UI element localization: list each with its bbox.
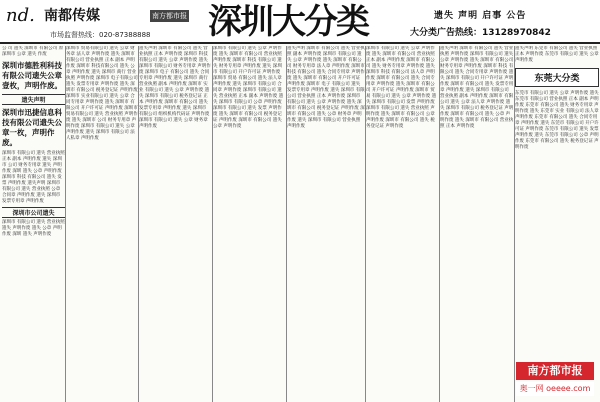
column-6: [366, 46, 440, 402]
brand-tag: 南方都市报: [152, 12, 187, 20]
column-4-body: 深圳市 有限公司 遗失 公章 声明作废 遗失 深圳市 有限公司 营业执照 声明作废 深圳市 科技 有限公司 遗失 财务专用章 声明作废 遗失 深圳市 有限公司 开户许可证 声明作废 深圳市 贸易 有限公司 遗失 法人章 声明作废 遗失 深圳市 有限公司 合同章 声明作废 深圳市 有限公司 遗失 营业执照 正本 副本 声明作废 遗失 深圳市 有限公司 公章 声明作废 深圳市 有限公司 遗失 发票 声明作废 遗失 深圳市 有限公司 税务登记证 声明作废 深圳市 有限公司 遗失 公章 声明作废: [213, 46, 284, 129]
column-1-featured-ad: 深圳市德胜利科技有限公司遗失公章壹枚，声明作废。: [2, 61, 62, 90]
column-5-body: 遗失声明 深圳市 有限公司 遗失 营业执照 副本 声明作废 深圳市 有限公司 遗失 公章 声明作废 遗失 深圳市 有限公司 财务专用章 法人章 声明作废 深圳市 科技 有限公司 遗失 合同专用章 声明作废 遗失 深圳市 有限公司 开户许可证 声明作废 深圳市 电子 有限公司 遗失 发票专用章 声明作废 遗失 深圳市 有限公司 营业执照 正本 声明作废 深圳市 有限公司 遗失 公章 声明作废 遗失 深圳市 有限公司 税务登记证 声明作废 深圳市 有限公司 遗失 公章 财务章 声明作废 遗失 深圳市 有限公司 营业执照 声明作废: [287, 46, 365, 129]
column-7-body: 遗失声明 深圳市 有限公司 遗失 营业执照 声明作废 深圳市 有限公司 遗失 公章 声明作废 遗失 深圳市 有限公司 财务专用章 声明作废 深圳市 科技 有限公司 遗失 合同专用章 声明作废 遗失 深圳市 有限公司 开户许可证 声明作废 深圳市 有限公司 遗失 发票专用章 声明作废 遗失 深圳市 有限公司 营业执照 副本 声明作废 深圳市 有限公司 遗失 公章 法人章 声明作废 遗失 深圳市 有限公司 税务登记证 声明作废 深圳市 有限公司 遗失 公章 声明作废 遗失 深圳市 有限公司 营业执照 正本 声明作废: [440, 46, 514, 129]
column-6-body: 深圳市 有限公司 遗失 公章 声明作废 遗失 深圳市 有限公司 营业执照 正本 副本 声明作废 深圳市 有限公司 遗失 财务专用章 声明作废 遗失 深圳市 科技 有限公司 法人章 声明作废 深圳市 有限公司 遗失 合同专用章 声明作废 遗失 深圳市 有限公司 开户许可证 声明作废 深圳市 贸易 有限公司 遗失 公章 声明作废 遗失 深圳市 有限公司 发票 声明作废 深圳市 有限公司 遗失 营业执照 声明作废 遗失 深圳市 有限公司 公章 声明作废 深圳市 有限公司 遗失 税务登记证 声明作废: [366, 46, 437, 129]
column-1-subhead: 遗失声明: [2, 94, 65, 105]
dongguan-section-banner: 东莞大分类: [515, 68, 599, 87]
notice-title: 遗失 声明 启事 公告: [434, 11, 527, 21]
column-4: [213, 46, 287, 402]
svg-text:nd.: nd.: [6, 5, 35, 25]
nd-logo: [6, 5, 150, 25]
column-5: [287, 46, 366, 402]
column-1-body: 深圳市 有限公司 遗失 营业执照 正本 副本 声明作废 遗失 深圳市 公司 财务专用章 遗失 声明作废 深圳 遗失 公章 声明作废 深圳市 科技 有限公司 遗失 发票 声明作废 遗失声明 深圳市 有限公司 遗失 营业执照 公章 合同章 声明作废 遗失 深圳市 发票专用章 声明作废: [2, 151, 65, 204]
notice-phone: 大分类广告热线：13128970842: [410, 28, 551, 38]
column-1-featured-ad-2: 深圳市迅捷信息科技有限公司遗失公章一枚，声明作废。: [2, 108, 62, 147]
column-1-top-text: 公 司 遗失 深圳市 有限公司 原 深圳市 公章 遗失 作废: [2, 46, 64, 57]
column-2-body: 深圳市 贸易有限公司 遗失 公章 财务章 法人章 声明作废 遗失 深圳市 有限公司 营业执照 正本 副本 声明作废 深圳市 科技有限公司 遗失 公章 声明作废 遗失 深圳市 商行 营业执照 声明作废 深圳市 电子有限公司 遗失 发票专用章 声明作废 遗失 深圳市 有限公司 税务登记证 声明作废 深圳市 实业有限公司 遗失 公章 合同专用章 声明作废 遗失 深圳市 有限公司 开户许可证 声明作废 深圳市 贸易有限公司 遗失 营业执照 声明作废 遗失 深圳市 公司 财务专用章 声明作废 深圳市 有限公司 遗失 公章 声明作废 遗失 深圳市 有限公司 法人私章 声明作废: [66, 46, 138, 141]
column-1-subhead-2: 深圳市公司遗失: [2, 207, 65, 218]
page-title: 深圳大分类: [208, 2, 368, 42]
brand-logo-text: 南都传媒: [44, 8, 100, 24]
masthead: [0, 0, 600, 44]
supervision-hotline: 市场监督热线：020-87388888: [50, 31, 151, 39]
column-3: [139, 46, 213, 402]
column-8-body: 东莞市 有限公司 遗失 公章 声明作废 遗失 东莞市 有限公司 营业执照 正本 副本 声明作废 东莞市 有限公司 遗失 财务专用章 声明作废 遗失 东莞市 实业 有限公司 法人章 声明作废 东莞市 有限公司 遗失 合同专用章 声明作废 遗失 东莞市 有限公司 开户许可证 声明作废 东莞市 有限公司 遗失 发票 声明作废 遗失 东莞市 有限公司 公章 声明作废 东莞市 有限公司 遗失 税务登记证 声明作废: [515, 91, 599, 150]
column-7: [440, 46, 515, 402]
column-1-body-2: 深圳市 有限公司 遗失 营业执照 遗失 声明作废 遗失 公章 声明作废 深圳 遗失 声明作废: [2, 220, 65, 237]
nanfang-dushibao-logo: 南方都市报: [516, 362, 594, 380]
column-1: [2, 46, 66, 402]
column-8-top: 遗失声明 东莞市 有限公司 遗失 营业执照 正本 声明作废 东莞市 有限公司 遗失 公章 声明作废: [515, 46, 599, 63]
column-2: [66, 46, 139, 402]
column-3-body: 遗失声明 深圳市 有限公司 遗失 营业执照 正本 声明作废 深圳市 科技 有限公司 遗失 公章 声明作废 遗失 深圳市 有限公司 财务专用章 声明作废 深圳市 电子 有限公司 遗失 合同专用章 声明作废 遗失 深圳市 商行 营业执照 副本 声明作废 深圳市 实业 有限公司 遗失 公章 声明作废 遗失 深圳市 有限公司 税务登记证 正本 声明作废 深圳市 有限公司 遗失 发票专用章 声明作废 遗失 深圳市 有限公司 组织机构代码证 声明作废 深圳市 有限公司 遗失 公章 财务章 声明作废: [139, 46, 211, 129]
oeeee-watermark: 奥一网 oeeee.com: [516, 382, 594, 396]
column-8: [515, 46, 599, 402]
